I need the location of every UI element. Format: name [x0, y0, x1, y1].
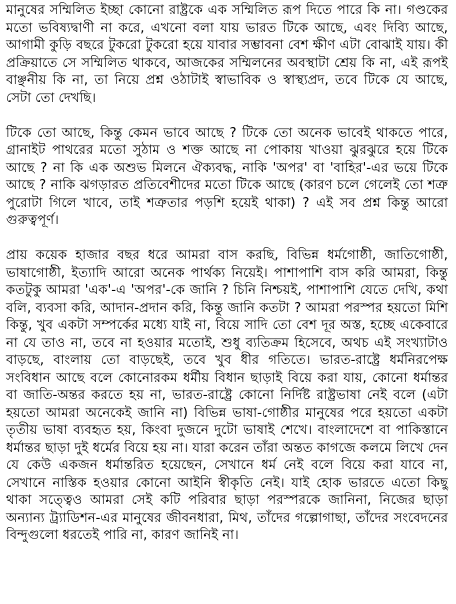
paragraph-3: প্রায় কয়েক হাজার বছর ধরে আমরা বাস করছি, বিভিন্ন ধর্মগোষ্ঠী, জাতিগোষ্ঠী, ভাষাগোষ্ঠী, ইত্যাদি আরো অনেক পার্থক্য নিয়েই। পাশাপাশি বাস করি আমরা, কিন্তু কতটুকু আমরা 'এক'-এ 'অপর'-কে জানি ? চিনি নিশ্চয়ই, পাশাপাশি যেতে দেখি, কথা বলি, ব্যবসা করি, আদান-প্রদান করি, কিন্তু জানি কতটা ? আমরা পরস্পর হয়তো মিশি কিন্তু, খুব একটা সম্পর্কের মধ্যে যাই না, বিয়ে সাদি তো বেশ দূর অস্ত, হচ্ছে একেবারে না যে তাও না, তবে না হওয়ার মতোই, শুধু ব্যতিক্রম হিসেবে, অথচ এই সংখ্যাটাও বাড়ছে, বাংলায় তো বাড়ছেই, তবে খুব ধীর গতিতে। ভারত-রাষ্ট্রে ধর্মনিরপেক্ষ সংবিধান আছে বলে কোনোরকম ধর্মীয় বিধান ছাড়াই বিয়ে করা যায়, কোনো ধর্মান্তর বা জাতি-অন্তর করতে হয় না, ভারত-রাষ্ট্রে কোনো নির্দিষ্ট রাষ্ট্রভাষা নেই বলে (এটা হয়তো আমরা অনেকেই জানি না) বিভিন্ন ভাষা-গোষ্ঠীর মানুষের পরে হয়তো একটা তৃতীয় ভাষা ব্যবহৃত হয়, কিংবা দুজনে দুটো ভাষাই শেখে। বাংলাদেশে বা পাকিস্তানে ধর্মান্তর ছাড়া দুই ধর্মের বিয়ে হয় না। যারা করেন তাঁরা অন্তত কাগজে কলমে লিখে দেন যে কেউ একজন ধর্মান্তরিত হয়েছেন, সেখানে ধর্ম নেই বলে বিয়ে করা যাবে না, সেখানে নাস্তিক হওয়ার কোনো আইনি স্বীকৃতি নেই। যাই হোক ভারতে এতো কিছু থাকা সত্ত্বেও আমরা সেই কটি পরিবার ছাড়া পরস্পরকে জানিনা, নিজের ছাড়া অন্যান্য ট্র্যাডিশন-এর মানুষের জীবনধারা, মিথ, তাঁদের গল্পোগাছা, তাঁদের সংবেদনের বিন্দুগুলো ধরতেই পারি না, কারণ জানিই না। — [6, 248, 448, 543]
paragraph-gap — [6, 107, 448, 125]
paragraph-1: মানুষের সম্মিলিত ইচ্ছা কোনো রাষ্ট্রকে এক সম্মিলিত রূপ দিতে পারে কি না। গণ্ডকের মতো ভবিষ্যদ্বাণী না করে, এখনো বলা যায় ভারত টিকে আছে, এবং দিব্যি আছে, আগামী কুড়ি বছরে টুকরো টুকরো হয়ে যাবার সম্ভাবনা বেশ ক্ষীণ এটা বোঝাই যায়। কী প্রক্রিয়াতে সে সম্মিলিত থাকবে, আজকের সম্মিলনের অবস্থাটা শ্রেয় কি না, এই রূপই বাঞ্ছনীয় কি না, তা নিয়ে প্রশ্ন ওঠাটাই স্বাভাবিক ও স্বাস্থ্যপ্রদ, তবে টিকে যে আছে, সেটা তো দেখছি। — [6, 3, 448, 106]
paragraph-gap — [6, 230, 448, 248]
paragraph-2: টিকে তো আছে, কিন্তু কেমন ভাবে আছে ? টিকে তো অনেক ভাবেই থাকতে পারে, গ্রানাইট পাথরের মতো সুঠাম ও শক্ত আছে না পোকায় খাওয়া ঝুরঝুরে হয়ে টিকে আছে ? না কি এক অশুভ মিলনে ঐক্যবদ্ধ, নাকি 'অপর' বা 'বাহির'-এর ভয়ে টিকে আছে ? নাকি ঝগড়ারত প্রতিবেশীদের মতো টিকে আছে (কারণ চলে গেলেই তো শত্রু পুরোটা গিলে খাবে, তাই শত্রুতার পড়শি হয়েই থাকা) ? এই সব প্রশ্ন কিন্তু আরো গুরুত্বপূর্ণ। — [6, 125, 448, 228]
